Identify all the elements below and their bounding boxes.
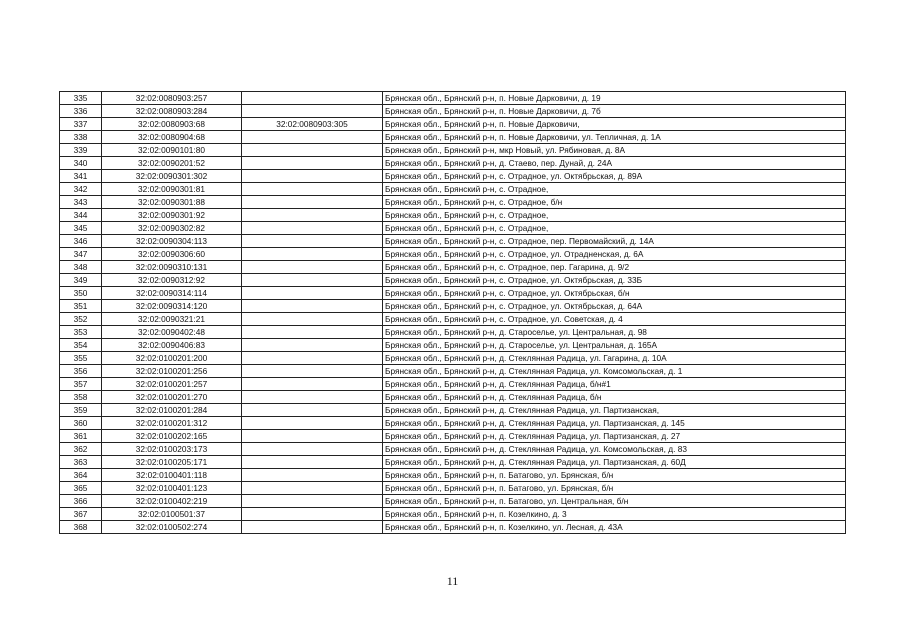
previous-cadastral-number-cell — [242, 261, 383, 274]
previous-cadastral-number-cell — [242, 430, 383, 443]
address-cell: Брянская обл., Брянский р-н, п. Новые Дарковичи, — [383, 118, 846, 131]
cadastral-number-cell: 32:02:0100205:171 — [102, 456, 242, 469]
row-number-cell: 344 — [60, 209, 102, 222]
cadastral-number-cell: 32:02:0100502:274 — [102, 521, 242, 534]
previous-cadastral-number-cell — [242, 235, 383, 248]
address-cell: Брянская обл., Брянский р-н, д. Стаево, пер. Дунай, д. 24А — [383, 157, 846, 170]
cadastral-number-cell: 32:02:0100201:256 — [102, 365, 242, 378]
address-cell: Брянская обл., Брянский р-н, с. Отрадное, ул. Октябрьская, б/н — [383, 287, 846, 300]
previous-cadastral-number-cell — [242, 339, 383, 352]
table-row — [60, 430, 846, 443]
row-number-cell: 340 — [60, 157, 102, 170]
table-row — [60, 391, 846, 404]
cadastral-number-cell: 32:02:0090312:92 — [102, 274, 242, 287]
table-row — [60, 443, 846, 456]
previous-cadastral-number-cell — [242, 274, 383, 287]
previous-cadastral-number-cell — [242, 183, 383, 196]
address-cell: Брянская обл., Брянский р-н, п. Батагово, ул. Центральная, б/н — [383, 495, 846, 508]
address-cell: Брянская обл., Брянский р-н, п. Новые Дарковичи, д. 19 — [383, 92, 846, 105]
property-registry-table — [59, 91, 846, 534]
cadastral-number-cell: 32:02:0090304:113 — [102, 235, 242, 248]
row-number-cell: 358 — [60, 391, 102, 404]
cadastral-number-cell: 32:02:0100201:270 — [102, 391, 242, 404]
address-cell: Брянская обл., Брянский р-н, с. Отрадное, — [383, 222, 846, 235]
row-number-cell: 357 — [60, 378, 102, 391]
cadastral-number-cell: 32:02:0090302:82 — [102, 222, 242, 235]
table-row — [60, 456, 846, 469]
previous-cadastral-number-cell — [242, 495, 383, 508]
previous-cadastral-number-cell — [242, 144, 383, 157]
address-cell: Брянская обл., Брянский р-н, с. Отрадное, — [383, 183, 846, 196]
address-cell: Брянская обл., Брянский р-н, д. Староселье, ул. Центральная, д. 165А — [383, 339, 846, 352]
table-row — [60, 378, 846, 391]
table-row — [60, 404, 846, 417]
row-number-cell: 361 — [60, 430, 102, 443]
cadastral-number-cell: 32:02:0090406:83 — [102, 339, 242, 352]
table-row — [60, 196, 846, 209]
cadastral-number-cell: 32:02:0090301:302 — [102, 170, 242, 183]
row-number-cell: 366 — [60, 495, 102, 508]
address-cell: Брянская обл., Брянский р-н, п. Батагово, ул. Брянская, б/н — [383, 469, 846, 482]
table-row — [60, 248, 846, 261]
address-cell: Брянская обл., Брянский р-н, п. Козелкино, ул. Лесная, д. 43А — [383, 521, 846, 534]
cadastral-number-cell: 32:02:0090301:88 — [102, 196, 242, 209]
row-number-cell: 367 — [60, 508, 102, 521]
address-cell: Брянская обл., Брянский р-н, д. Стеклянная Радица, ул. Комсомольская, д. 83 — [383, 443, 846, 456]
address-cell: Брянская обл., Брянский р-н, п. Козелкино, д. 3 — [383, 508, 846, 521]
cadastral-number-cell: 32:02:0090321:21 — [102, 313, 242, 326]
previous-cadastral-number-cell — [242, 521, 383, 534]
row-number-cell: 345 — [60, 222, 102, 235]
cadastral-number-cell: 32:02:0090301:92 — [102, 209, 242, 222]
previous-cadastral-number-cell — [242, 222, 383, 235]
table-row — [60, 183, 846, 196]
previous-cadastral-number-cell — [242, 157, 383, 170]
row-number-cell: 368 — [60, 521, 102, 534]
cadastral-number-cell: 32:02:0080903:284 — [102, 105, 242, 118]
cadastral-number-cell: 32:02:0100203:173 — [102, 443, 242, 456]
address-cell: Брянская обл., Брянский р-н, с. Отрадное, пер. Первомайский, д. 14А — [383, 235, 846, 248]
row-number-cell: 356 — [60, 365, 102, 378]
table-row — [60, 313, 846, 326]
row-number-cell: 363 — [60, 456, 102, 469]
cadastral-number-cell: 32:02:0100402:219 — [102, 495, 242, 508]
address-cell: Брянская обл., Брянский р-н, с. Отрадное, ул. Отрадненская, д. 6А — [383, 248, 846, 261]
cadastral-number-cell: 32:02:0100201:200 — [102, 352, 242, 365]
cadastral-number-cell: 32:02:0080903:257 — [102, 92, 242, 105]
row-number-cell: 352 — [60, 313, 102, 326]
address-cell: Брянская обл., Брянский р-н, д. Стеклянная Радица, ул. Партизанская, — [383, 404, 846, 417]
table-row — [60, 300, 846, 313]
row-number-cell: 351 — [60, 300, 102, 313]
row-number-cell: 341 — [60, 170, 102, 183]
address-cell: Брянская обл., Брянский р-н, мкр Новый, ул. Рябиновая, д. 8А — [383, 144, 846, 157]
table-row — [60, 235, 846, 248]
address-cell: Брянская обл., Брянский р-н, с. Отрадное, ул. Октябрьская, д. 33Б — [383, 274, 846, 287]
cadastral-number-cell: 32:02:0100201:284 — [102, 404, 242, 417]
cadastral-number-cell: 32:02:0090402:48 — [102, 326, 242, 339]
cadastral-number-cell: 32:02:0090306:60 — [102, 248, 242, 261]
address-cell: Брянская обл., Брянский р-н, п. Новые Дарковичи, ул. Тепличная, д. 1А — [383, 131, 846, 144]
address-cell: Брянская обл., Брянский р-н, с. Отрадное, б/н — [383, 196, 846, 209]
table-row — [60, 157, 846, 170]
cadastral-number-cell: 32:02:0100201:312 — [102, 417, 242, 430]
table-row — [60, 170, 846, 183]
cadastral-number-cell: 32:02:0100501:37 — [102, 508, 242, 521]
previous-cadastral-number-cell — [242, 326, 383, 339]
cadastral-number-cell: 32:02:0100201:257 — [102, 378, 242, 391]
table-row — [60, 365, 846, 378]
row-number-cell: 365 — [60, 482, 102, 495]
cadastral-number-cell: 32:02:0100401:118 — [102, 469, 242, 482]
address-cell: Брянская обл., Брянский р-н, с. Отрадное, — [383, 209, 846, 222]
cadastral-number-cell: 32:02:0090201:52 — [102, 157, 242, 170]
address-cell: Брянская обл., Брянский р-н, д. Стеклянная Радица, ул. Комсомольская, д. 1 — [383, 365, 846, 378]
previous-cadastral-number-cell — [242, 196, 383, 209]
address-cell: Брянская обл., Брянский р-н, д. Стеклянная Радица, б/н — [383, 391, 846, 404]
cadastral-number-cell: 32:02:0080903:68 — [102, 118, 242, 131]
previous-cadastral-number-cell — [242, 378, 383, 391]
row-number-cell: 346 — [60, 235, 102, 248]
address-cell: Брянская обл., Брянский р-н, д. Стеклянная Радица, ул. Партизанская, д. 27 — [383, 430, 846, 443]
row-number-cell: 354 — [60, 339, 102, 352]
cadastral-number-cell: 32:02:0090314:114 — [102, 287, 242, 300]
table-row — [60, 92, 846, 105]
previous-cadastral-number-cell — [242, 508, 383, 521]
table-row — [60, 118, 846, 131]
row-number-cell: 338 — [60, 131, 102, 144]
row-number-cell: 349 — [60, 274, 102, 287]
row-number-cell: 355 — [60, 352, 102, 365]
previous-cadastral-number-cell — [242, 443, 383, 456]
cadastral-number-cell: 32:02:0090314:120 — [102, 300, 242, 313]
address-cell: Брянская обл., Брянский р-н, д. Стеклянная Радица, ул. Гагарина, д. 10А — [383, 352, 846, 365]
table-row — [60, 326, 846, 339]
row-number-cell: 342 — [60, 183, 102, 196]
address-cell: Брянская обл., Брянский р-н, д. Стеклянная Радица, б/н#1 — [383, 378, 846, 391]
address-cell: Брянская обл., Брянский р-н, п. Батагово, ул. Брянская, б/н — [383, 482, 846, 495]
table-row — [60, 261, 846, 274]
row-number-cell: 339 — [60, 144, 102, 157]
row-number-cell: 360 — [60, 417, 102, 430]
table-row — [60, 131, 846, 144]
cadastral-number-cell: 32:02:0100401:123 — [102, 482, 242, 495]
address-cell: Брянская обл., Брянский р-н, с. Отрадное, ул. Советская, д. 4 — [383, 313, 846, 326]
previous-cadastral-number-cell — [242, 352, 383, 365]
previous-cadastral-number-cell — [242, 365, 383, 378]
page-number: 11 — [446, 574, 459, 588]
address-cell: Брянская обл., Брянский р-н, с. Отрадное, пер. Гагарина, д. 9/2 — [383, 261, 846, 274]
address-cell: Брянская обл., Брянский р-н, п. Новые Дарковичи, д. 7б — [383, 105, 846, 118]
address-cell: Брянская обл., Брянский р-н, с. Отрадное, ул. Октябрьская, д. 89А — [383, 170, 846, 183]
table-row — [60, 469, 846, 482]
table-row — [60, 144, 846, 157]
table-row — [60, 287, 846, 300]
table-row — [60, 339, 846, 352]
table-row — [60, 482, 846, 495]
previous-cadastral-number-cell — [242, 170, 383, 183]
row-number-cell: 335 — [60, 92, 102, 105]
row-number-cell: 364 — [60, 469, 102, 482]
previous-cadastral-number-cell — [242, 209, 383, 222]
previous-cadastral-number-cell — [242, 300, 383, 313]
row-number-cell: 359 — [60, 404, 102, 417]
address-cell: Брянская обл., Брянский р-н, д. Стеклянная Радица, ул. Партизанская, д. 60Д — [383, 456, 846, 469]
row-number-cell: 353 — [60, 326, 102, 339]
row-number-cell: 343 — [60, 196, 102, 209]
previous-cadastral-number-cell — [242, 456, 383, 469]
table-row — [60, 417, 846, 430]
previous-cadastral-number-cell — [242, 131, 383, 144]
address-cell: Брянская обл., Брянский р-н, д. Староселье, ул. Центральная, д. 98 — [383, 326, 846, 339]
table-row — [60, 274, 846, 287]
previous-cadastral-number-cell — [242, 391, 383, 404]
table-row — [60, 105, 846, 118]
cadastral-number-cell: 32:02:0090101:80 — [102, 144, 242, 157]
row-number-cell: 350 — [60, 287, 102, 300]
row-number-cell: 362 — [60, 443, 102, 456]
previous-cadastral-number-cell — [242, 287, 383, 300]
row-number-cell: 347 — [60, 248, 102, 261]
previous-cadastral-number-cell — [242, 92, 383, 105]
previous-cadastral-number-cell — [242, 105, 383, 118]
table-row — [60, 352, 846, 365]
table-row — [60, 508, 846, 521]
table-row — [60, 222, 846, 235]
previous-cadastral-number-cell — [242, 313, 383, 326]
cadastral-number-cell: 32:02:0100202:165 — [102, 430, 242, 443]
row-number-cell: 337 — [60, 118, 102, 131]
table-row — [60, 209, 846, 222]
cadastral-number-cell: 32:02:0090301:81 — [102, 183, 242, 196]
previous-cadastral-number-cell: 32:02:0080903:305 — [242, 118, 383, 131]
registry-table-body — [60, 92, 846, 534]
address-cell: Брянская обл., Брянский р-н, д. Стеклянная Радица, ул. Партизанская, д. 145 — [383, 417, 846, 430]
previous-cadastral-number-cell — [242, 482, 383, 495]
table-row — [60, 521, 846, 534]
row-number-cell: 348 — [60, 261, 102, 274]
table-row — [60, 495, 846, 508]
previous-cadastral-number-cell — [242, 417, 383, 430]
row-number-cell: 336 — [60, 105, 102, 118]
previous-cadastral-number-cell — [242, 469, 383, 482]
cadastral-number-cell: 32:02:0080904:68 — [102, 131, 242, 144]
previous-cadastral-number-cell — [242, 248, 383, 261]
address-cell: Брянская обл., Брянский р-н, с. Отрадное, ул. Октябрьская, д. 64А — [383, 300, 846, 313]
previous-cadastral-number-cell — [242, 404, 383, 417]
cadastral-number-cell: 32:02:0090310:131 — [102, 261, 242, 274]
